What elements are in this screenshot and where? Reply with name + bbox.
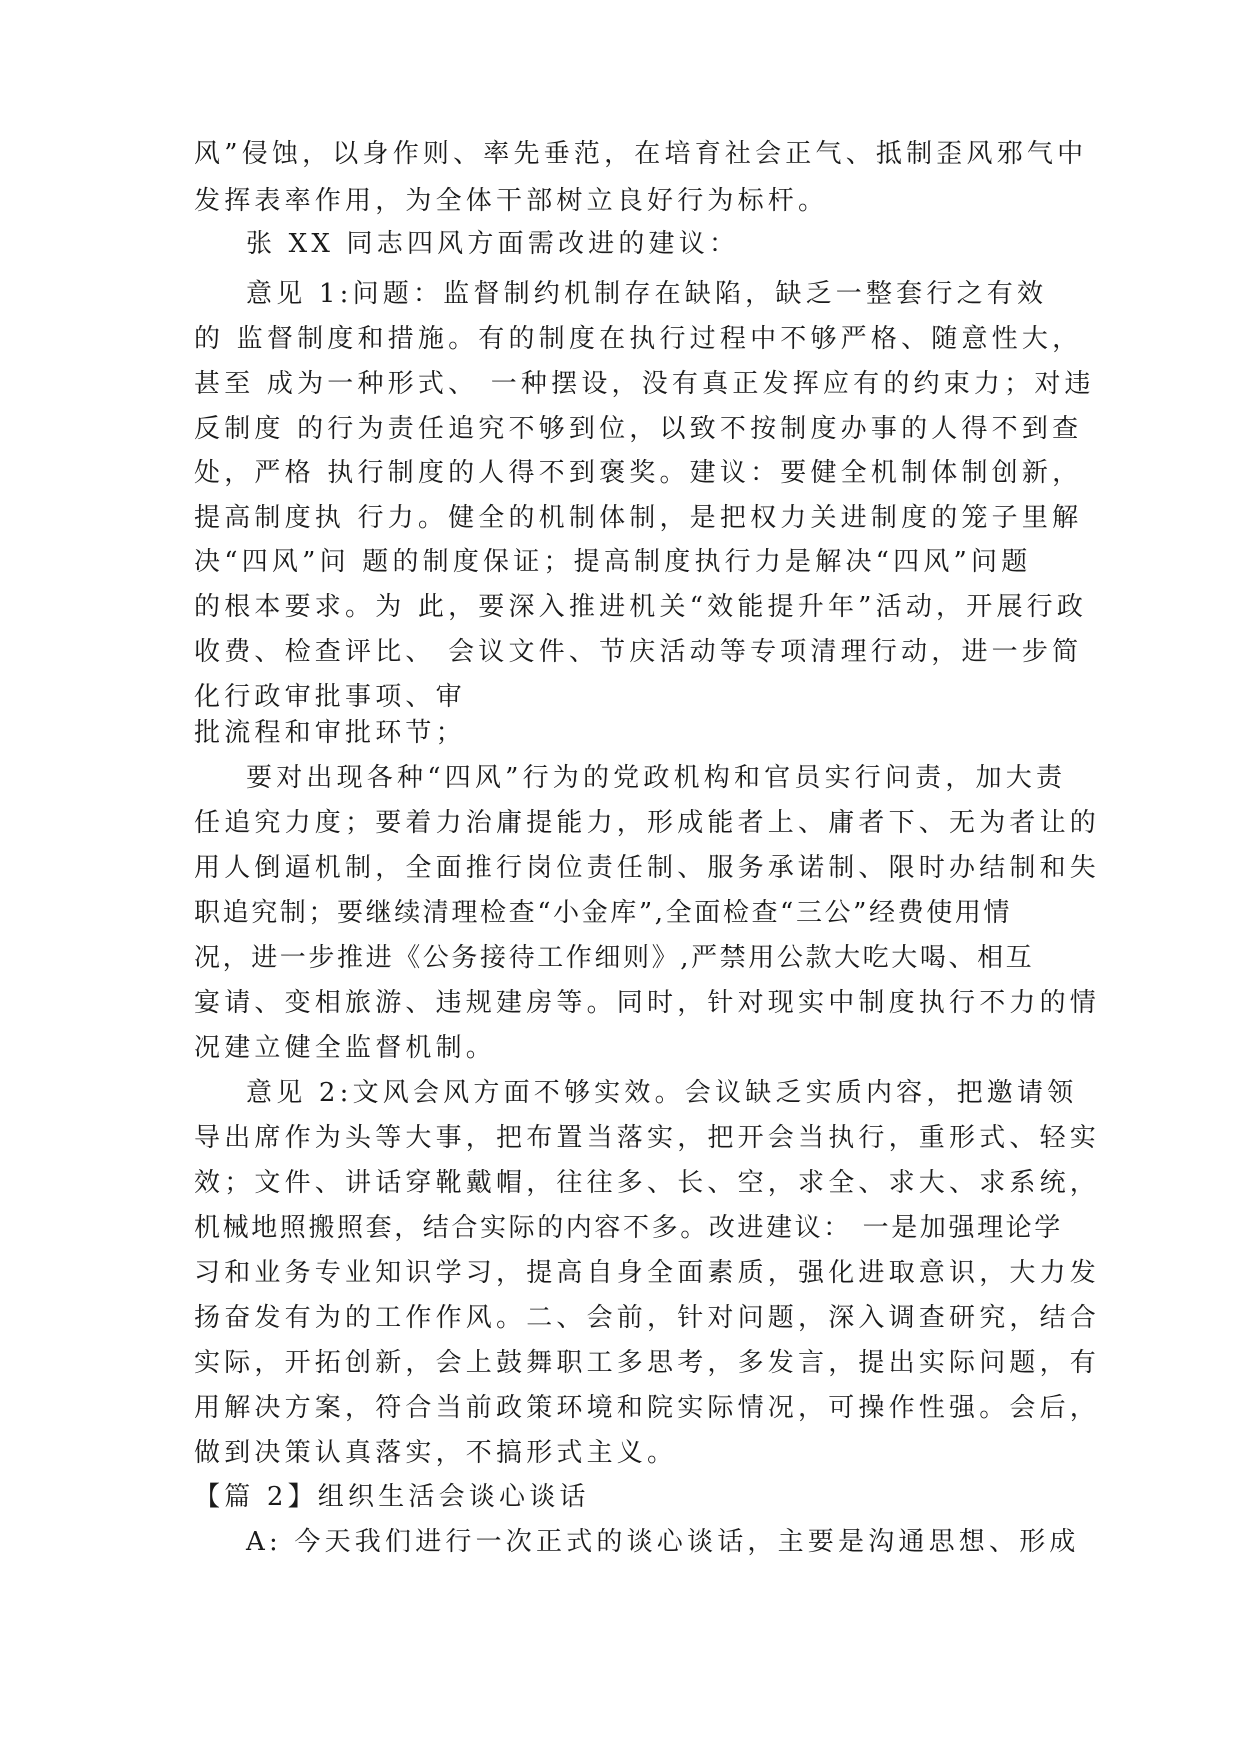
text-line: 反制度 的行为责任追究不够到位，以致不按制度办事的人得不到查 xyxy=(194,414,1083,444)
text-line: 扬奋发有为的工作作风。二、会前，针对问题，深入调查研究，结合 xyxy=(194,1303,1101,1333)
text-line: 机械地照搬照套，结合实际的内容不多。改进建议： 一是加强理论学 xyxy=(194,1213,1063,1243)
text-line: 的根本要求。为 此，要深入推进机关“效能提升年”活动，开展行政 xyxy=(194,592,1088,622)
text-line: 化行政审批事项、审 xyxy=(194,682,466,712)
text-line: 用解决方案，符合当前政策环境和院实际情况，可操作性强。会后， xyxy=(194,1393,1101,1423)
text-line: 风”侵蚀，以身作则、率先垂范，在培育社会正气、抵制歪风邪气中 xyxy=(194,139,1088,169)
text-line: 收费、检查评比、 会议文件、节庆活动等专项清理行动，进一步简 xyxy=(194,637,1083,667)
text-line: 提高制度执 行力。健全的机制体制，是把权力关进制度的笼子里解 xyxy=(194,503,1083,533)
text-line: 任追究力度；要着力治庸提能力，形成能者上、庸者下、无为者让的 xyxy=(194,808,1101,838)
paragraph-start-opinion-1: 意见 1:问题：监督制约机制存在缺陷，缺乏一整套行之有效 xyxy=(246,279,1048,309)
text-line: 张 XX 同志四风方面需改进的建议： xyxy=(246,229,740,259)
text-line: 用人倒逼机制，全面推行岗位责任制、服务承诺制、限时办结制和失 xyxy=(194,853,1101,883)
text-line: 宴请、变相旅游、违规建房等。同时，针对现实中制度执行不力的情 xyxy=(194,988,1101,1018)
text-line: 况建立健全监督机制。 xyxy=(194,1033,497,1063)
text-line: 况，进一步推进《公务接待工作细则》,严禁用公款大吃大喝、相互 xyxy=(194,943,1035,973)
text-line: 的 监督制度和措施。有的制度在执行过程中不够严格、随意性大， xyxy=(194,324,1083,354)
text-line: 习和业务专业知识学习，提高自身全面素质，强化进取意识，大力发 xyxy=(194,1258,1101,1288)
text-line: 发挥表率作用，为全体干部树立良好行为标杆。 xyxy=(194,186,829,216)
text-line: 导出席作为头等大事，把布置当落实，把开会当执行，重形式、轻实 xyxy=(194,1123,1101,1153)
text-line: 做到决策认真落实，不搞形式主义。 xyxy=(194,1438,678,1468)
section-heading: 【篇 2】组织生活会谈心谈话 xyxy=(194,1482,590,1512)
text-line: 决“四风”问 题的制度保证；提高制度执行力是解决“四风”问题 xyxy=(194,547,1032,577)
paragraph-start-opinion-2: 意见 2:文风会风方面不够实效。会议缺乏实质内容，把邀请领 xyxy=(246,1078,1078,1108)
text-line: 实际，开拓创新，会上鼓舞职工多思考，多发言，提出实际问题，有 xyxy=(194,1348,1101,1378)
text-line: 批流程和审批环节； xyxy=(194,718,466,748)
text-line: 效；文件、讲话穿靴戴帽，往往多、长、空，求全、求大、求系统， xyxy=(194,1168,1101,1198)
text-line: 职追究制；要继续清理检查“小金库”,全面检查“三公”经费使用情 xyxy=(194,898,1013,928)
dialogue-line: A: 今天我们进行一次正式的谈心谈话，主要是沟通思想、形成 xyxy=(246,1527,1080,1557)
text-line: 处，严格 执行制度的人得不到褒奖。建议：要健全机制体制创新， xyxy=(194,458,1083,488)
paragraph-start-accountability: 要对出现各种“四风”行为的党政机构和官员实行问责，加大责 xyxy=(246,763,1067,793)
text-line: 甚至 成为一种形式、 一种摆设，没有真正发挥应有的约束力；对违 xyxy=(194,369,1095,399)
